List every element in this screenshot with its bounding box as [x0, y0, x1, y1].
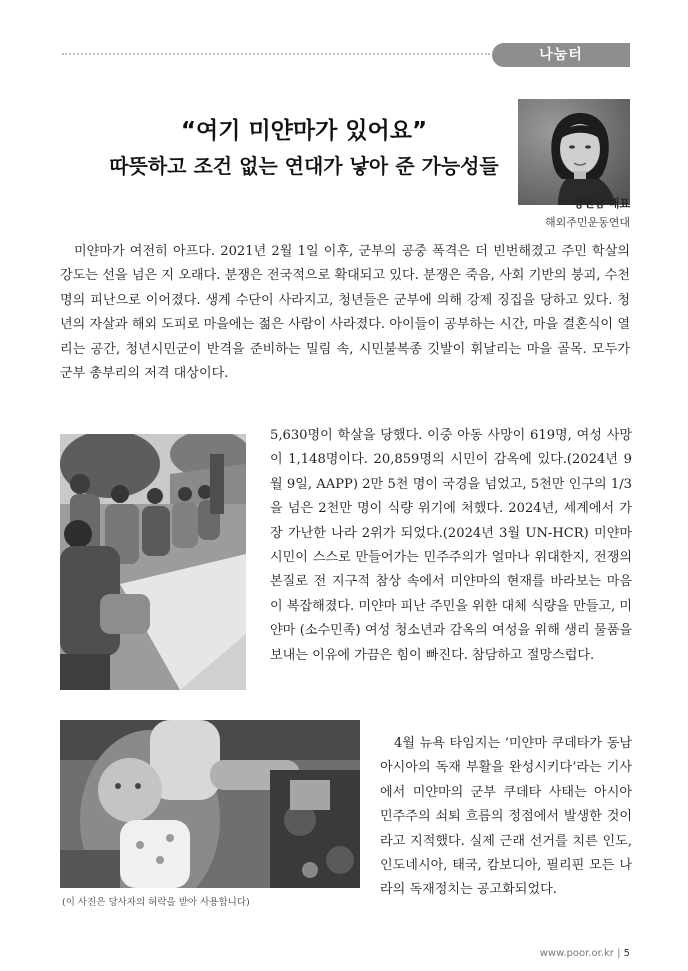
photo-caption: (이 사진은 당사자의 허락을 받아 사용합니다) — [62, 897, 250, 908]
body-paragraph-2: 5,630명이 학살을 당했다. 이중 아동 사망이 619명, 여성 사망이 1,148명이다. 20,859명의 시민이 감옥에 있다.(2024년 9월 9일, AAPP) 2만 5천 명이 국경을 넘었고, 5천만 인구의 1/3을 넘은 2천만 명이 식량 위기에 처했다. 2024년, 세계에서 가장 가난한 나라 2위가 되었다.(2024년 3월 UN-HCR) 미얀마 시민이 스스로 만들어가는 민주주의가 얼마나 위대한지, 전쟁의 본질로 전 지구적 참상 속에서 미얀마의 현재를 바라보는 마음이 복잡해졌다. 미얀마 피난 주민을 위한 대체 식량을 만들고, 미얀마 (소수민족) 여성 청소년과 감옥의 여성을 위해 생리 물품을 보내는 이유에 가끔은 힘이 빠진다. 참담하고 절망스럽다. — [270, 428, 632, 663]
body-paragraph-1: 미얀마가 여전히 아프다. 2021년 2월 1일 이후, 군부의 공중 폭격은 더 빈번해졌고 주민 학살의 강도는 선을 넘은 지 오래다. 분쟁은 전국적으로 확대되고 있다. 분쟁은 죽음, 사회 기반의 붕괴, 수천 명의 피난으로 이어졌다. 생계 수단이 사라지고, 청년들은 군부에 의해 강제 징집을 당하고 있다. 청년의 자살과 해외 도피로 마을에는 젊은 사람이 사라졌다. 아이들이 공부하는 시간, 마을 결혼식이 열리는 공간, 청년시민군이 반격을 준비하는 밀림 속, 시민불복종 깃발이 휘날리는 마을 골목. 모두가 군부 총부리의 저격 대상이다. — [60, 244, 630, 382]
photo-villagers — [60, 434, 246, 690]
site-url: www.poor.or.kr — [539, 948, 614, 959]
photo-child — [60, 720, 360, 888]
article-subtitle: 따뜻하고 조건 없는 연대가 낳아 준 가능성들 — [109, 154, 499, 178]
author-portrait — [518, 99, 630, 205]
page-footer — [540, 948, 630, 959]
author-affiliation: 해외주민운동연대 — [544, 216, 630, 229]
author-name: 강인남 대표 — [573, 197, 630, 210]
footer-separator: | — [617, 948, 621, 959]
body-paragraph-3: 4월 뉴욕 타임지는 ‘미얀마 쿠데타가 동남아시아의 독재 부활을 완성시키다’라는 기사에서 미얀마의 군부 쿠데타 사태는 아시아 민주주의 쇠퇴 흐름의 정점에서 발생한 것이라고 지적했다. 실제 근래 선거를 치른 인도, 인도네시아, 태국, 캄보디아, 필리핀 모든 나라의 독재정치는 공고화되었다. — [380, 736, 632, 898]
header-dotted-rule — [62, 53, 490, 55]
page-number: 5 — [623, 948, 630, 959]
section-tag: 나눔터 — [492, 43, 630, 67]
article-title: “여기 미얀마가 있어요” — [180, 118, 428, 144]
